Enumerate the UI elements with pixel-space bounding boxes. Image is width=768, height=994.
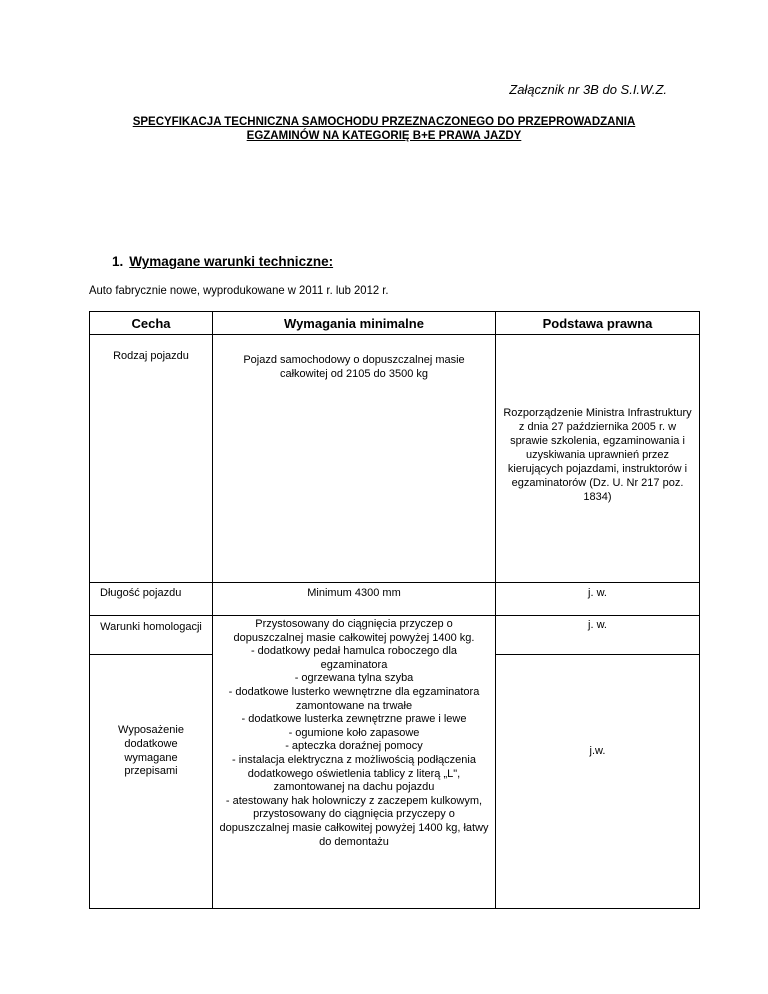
feature-text: Rodzaj pojazdu — [113, 350, 189, 362]
feature-text: Długość pojazdu — [100, 587, 182, 599]
law-text: j.w. — [589, 744, 606, 757]
requirement-text: Pojazd samochodowy o dopuszczalnej masie całkowitej od 2105 do 3500 kg — [243, 354, 465, 380]
list-item: - dodatkowy pedał hamulca roboczego dla egzaminatora — [250, 645, 458, 671]
law-text: Rozporządzenie Ministra Infrastruktury z dnia 27 października 2005 r. w sprawie szkolenia, egzaminowania i uzyskiwania uprawnień przez kierujących pojazdami, instruktorów i egzaminatorów (Dz. U. Nr 217 poz. 1834) — [503, 407, 692, 503]
spec-table — [89, 311, 700, 909]
header-requirements: Wymagania minimalne — [213, 312, 496, 335]
header-feature: Cecha — [90, 312, 213, 335]
table-row — [90, 335, 700, 583]
list-item: - apteczka doraźnej pomocy — [285, 740, 423, 753]
law-cell — [496, 583, 700, 616]
feature-text: Wyposażenie dodatkowe wymagane przepisami — [118, 724, 184, 778]
feature-cell — [90, 655, 213, 909]
list-item: - ogumione koło zapasowe — [288, 726, 420, 739]
requirement-cell — [213, 616, 496, 909]
table-header-row — [90, 312, 700, 335]
law-cell — [496, 655, 700, 909]
requirement-cell — [213, 335, 496, 583]
law-text: j. w. — [588, 587, 607, 599]
feature-cell — [90, 583, 213, 616]
feature-cell — [90, 616, 213, 655]
title-line-1: SPECYFIKACJA TECHNICZNA SAMOCHODU PRZEZNACZONEGO DO PRZEPROWADZANIA — [132, 116, 636, 128]
table-row — [90, 583, 700, 616]
section-number: 1. — [112, 254, 124, 269]
header-legal-basis: Podstawa prawna — [496, 312, 700, 335]
equipment-list — [213, 645, 495, 849]
list-item: - atestowany hak holowniczy z zaczepem kulkowym, przystosowany do ciągnięcia przyczepy o dopuszczalnej masie całkowitej powyżej 1400 kg, łatwy do demontażu — [219, 794, 489, 848]
feature-cell — [90, 335, 213, 583]
list-item: - ogrzewana tylna szyba — [294, 672, 414, 685]
intro-text: Auto fabrycznie nowe, wyprodukowane w 2011 r. lub 2012 r. — [89, 283, 389, 297]
requirement-text: Przystosowany do ciągnięcia przyczep o dopuszczalnej masie całkowitej powyżej 1400 kg. — [233, 618, 475, 644]
list-item: - instalacja elektryczna z możliwością podłączenia dodatkowego oświetlenia tablicy z literą „L", zamontowanej na dachu pojazdu — [232, 753, 476, 794]
list-item: - dodatkowe lusterka zewnętrzne prawe i lewe — [241, 713, 467, 726]
title-line-2: EGZAMINÓW NA KATEGORIĘ B+E PRAWA JAZDY — [246, 130, 522, 142]
requirement-text: Minimum 4300 mm — [307, 587, 401, 599]
feature-text: Warunki homologacji — [100, 621, 202, 633]
list-item: - dodatkowe lusterko wewnętrzne dla egzaminatora zamontowane na trwałe — [228, 685, 480, 712]
law-cell — [496, 616, 700, 655]
table-row — [90, 616, 700, 655]
section-title: Wymagane warunki techniczne: — [129, 254, 334, 269]
requirement-cell — [213, 583, 496, 616]
law-text: j. w. — [588, 619, 607, 631]
annex-label: Załącznik nr 3B do S.I.W.Z. — [509, 82, 667, 97]
law-cell — [496, 335, 700, 583]
section-heading — [112, 254, 333, 269]
document-title — [100, 115, 668, 143]
